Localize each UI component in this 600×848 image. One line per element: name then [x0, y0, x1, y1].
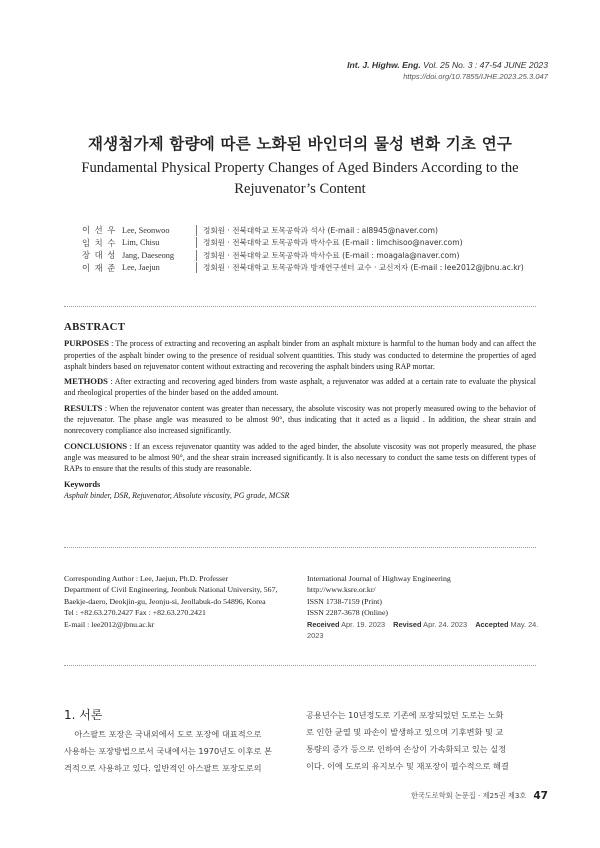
author-name-en: Jang, Daeseong	[122, 250, 197, 261]
journal-reference	[347, 60, 548, 81]
corr-line: Department of Civil Engineering, Jeonbuk National University, 567,	[64, 585, 278, 595]
methods-text: : After extracting and recovering aged binders from waste asphalt, a rejuvenator was added at a certain rate to evaluate the physical and rheological properties of the binder based on the added amount.	[64, 377, 536, 398]
abstract-conclusions	[64, 441, 536, 475]
corr-line: E-mail : lee2012@jbnu.ac.kr	[64, 619, 155, 629]
author-row	[82, 249, 524, 262]
body-line: 공용년수는 10년정도로 기존에 포장되었던 도로는 노화	[306, 710, 504, 720]
received-date: Apr. 19. 2023	[341, 619, 386, 629]
author-name-ko: 이 재 준	[82, 262, 117, 273]
body-line: 통량의 증가 등으로 인하여 손상이 가속화되고 있는 실정	[306, 744, 507, 754]
page-footer	[411, 790, 548, 802]
journal-abbrev: Int. J. Highw. Eng.	[347, 60, 421, 70]
section-heading-intro: 1. 서론	[64, 708, 103, 722]
abstract-purposes	[64, 338, 536, 372]
abstract-heading: ABSTRACT	[64, 321, 126, 333]
author-name-en: Lim, Chisu	[122, 237, 197, 248]
keywords-list: Asphalt binder, DSR, Rejuvenator, Absolute viscosity, PG grade, MCSR	[64, 490, 290, 500]
body-column-right	[306, 707, 536, 775]
journal-info-line: International Journal of Highway Engineering	[307, 574, 451, 583]
author-affiliation: 정회원 · 전북대학교 토목공학과 박사수료 (E-mail : moagala@naver.com)	[203, 250, 460, 260]
author-list	[82, 224, 524, 274]
results-label: RESULTS	[64, 402, 103, 413]
results-text: : When the rejuvenator content was greater than necessary, the absolute viscosity was not properly measured owing to the behavior of the rejuvenator. The phase angle was measured to be almost 90°, thus indicating that it acted as a liquid . In addition, the shear strain and nonrecovery compliance also increased significantly.	[64, 403, 536, 436]
purposes-label: PURPOSES	[64, 338, 109, 349]
author-affiliation: 정회원 · 전북대학교 토목공학과 석사 (E-mail : al8945@naver.com)	[203, 225, 439, 235]
purposes-text: : The process of extracting and recovering an asphalt binder from an asphalt mixture is harmful to the human body and can affect the properties of the asphalt binder owing to the presence of residual solvent quantities. This study was conducted to determine the properties of aged asphalt binders based on rejuvenator content without extracting and recovering the asphalt binders using RAP mortar.	[64, 339, 536, 371]
divider	[64, 665, 536, 666]
accepted-label: Accepted	[475, 619, 509, 629]
doi-link[interactable]: https://doi.org/10.7855/IJHE.2023.25.3.047	[403, 72, 548, 81]
author-row	[82, 262, 524, 275]
conclusions-text: : If an excess rejuvenator quantity was added to the aged binder, the absolute viscosity was not properly measured, the phase angle was measured to be almost 90°, and the shear strain increased significantly. It is also necessary to conduct the same tests on different types of RAPs to ensure that the results of this study are reasonable.	[64, 441, 536, 474]
author-affiliation: 정회원 · 전북대학교 토목공학과 박사수료 (E-mail : limchisoo@naver.com)	[203, 238, 463, 248]
abstract-results	[64, 403, 536, 437]
corr-line: Baekje-daero, Deokjin-gu, Jeonju-si, Jeollabuk-do 54896, Korea	[64, 596, 266, 606]
author-name-en: Lee, Jaejun	[122, 262, 197, 273]
abstract-methods	[64, 376, 536, 399]
body-column-left	[64, 726, 294, 777]
author-name-ko: 이 선 우	[82, 225, 117, 236]
body-line: 아스팔트 포장은 국내외에서 도로 포장에 대표적으로	[64, 729, 262, 739]
revised-label: Revised	[393, 619, 422, 629]
author-name-en: Lee, Seonwoo	[122, 225, 197, 236]
footer-journal: 한국도로학회 논문집 · 제25권 제3호	[410, 791, 527, 800]
revised-date: Apr. 24. 2023	[423, 619, 468, 629]
keywords-heading: Keywords	[64, 479, 101, 489]
body-line: 로 인한 균열 및 파손이 발생하고 있으며 기후변화 및 교	[306, 727, 504, 737]
divider	[64, 547, 536, 548]
author-row	[82, 224, 524, 237]
title-english: Fundamental Physical Property Changes of Aged Binders According to the Rejuvenator’s Content	[81, 160, 519, 197]
journal-info-line: ISSN 2287-3678 (Online)	[307, 608, 388, 618]
author-row	[82, 237, 524, 250]
corresponding-author-block	[64, 573, 304, 630]
journal-info-block	[307, 573, 547, 641]
journal-info-line: ISSN 1738-7159 (Print)	[307, 596, 382, 606]
author-name-ko: 임 치 수	[82, 237, 117, 248]
corr-line: Tel : +82.63.270.2427 Fax : +82.63.270.2421	[64, 608, 206, 618]
conclusions-label: CONCLUSIONS	[64, 440, 128, 451]
journal-info-line[interactable]: http://www.ksre.or.kr/	[307, 585, 376, 595]
abstract-section	[64, 322, 536, 501]
body-line: 격적으로 사용하고 있다. 일반적인 아스팔트 포장도로의	[64, 763, 262, 773]
author-affiliation: 정회원 · 전북대학교 토목공학과 방재연구센터 교수 · 교신저자 (E-mail : lee2012@jbnu.ac.kr)	[203, 263, 524, 273]
methods-label: METHODS	[64, 376, 108, 387]
accepted-date: May. 24. 2023	[307, 619, 539, 641]
body-line: 사용하는 포장방법으로서 국내에서는 1970년도 이후로 본	[64, 746, 272, 756]
page-number: 47	[533, 790, 548, 802]
submission-dates	[307, 619, 547, 642]
title-korean: 재생첨가제 함량에 따른 노화된 바인더의 물성 변화 기초 연구	[87, 135, 513, 153]
journal-volume: Vol. 25 No. 3 : 47-54 JUNE 2023	[423, 60, 548, 70]
received-label: Received	[307, 619, 340, 629]
divider	[64, 306, 536, 307]
body-line: 이다. 이에 도로의 유지보수 및 재포장이 필수적으로 해결	[306, 761, 509, 771]
corr-line: Corresponding Author : Lee, Jaejun, Ph.D. Professer	[64, 574, 229, 583]
author-name-ko: 장 대 성	[82, 250, 117, 261]
